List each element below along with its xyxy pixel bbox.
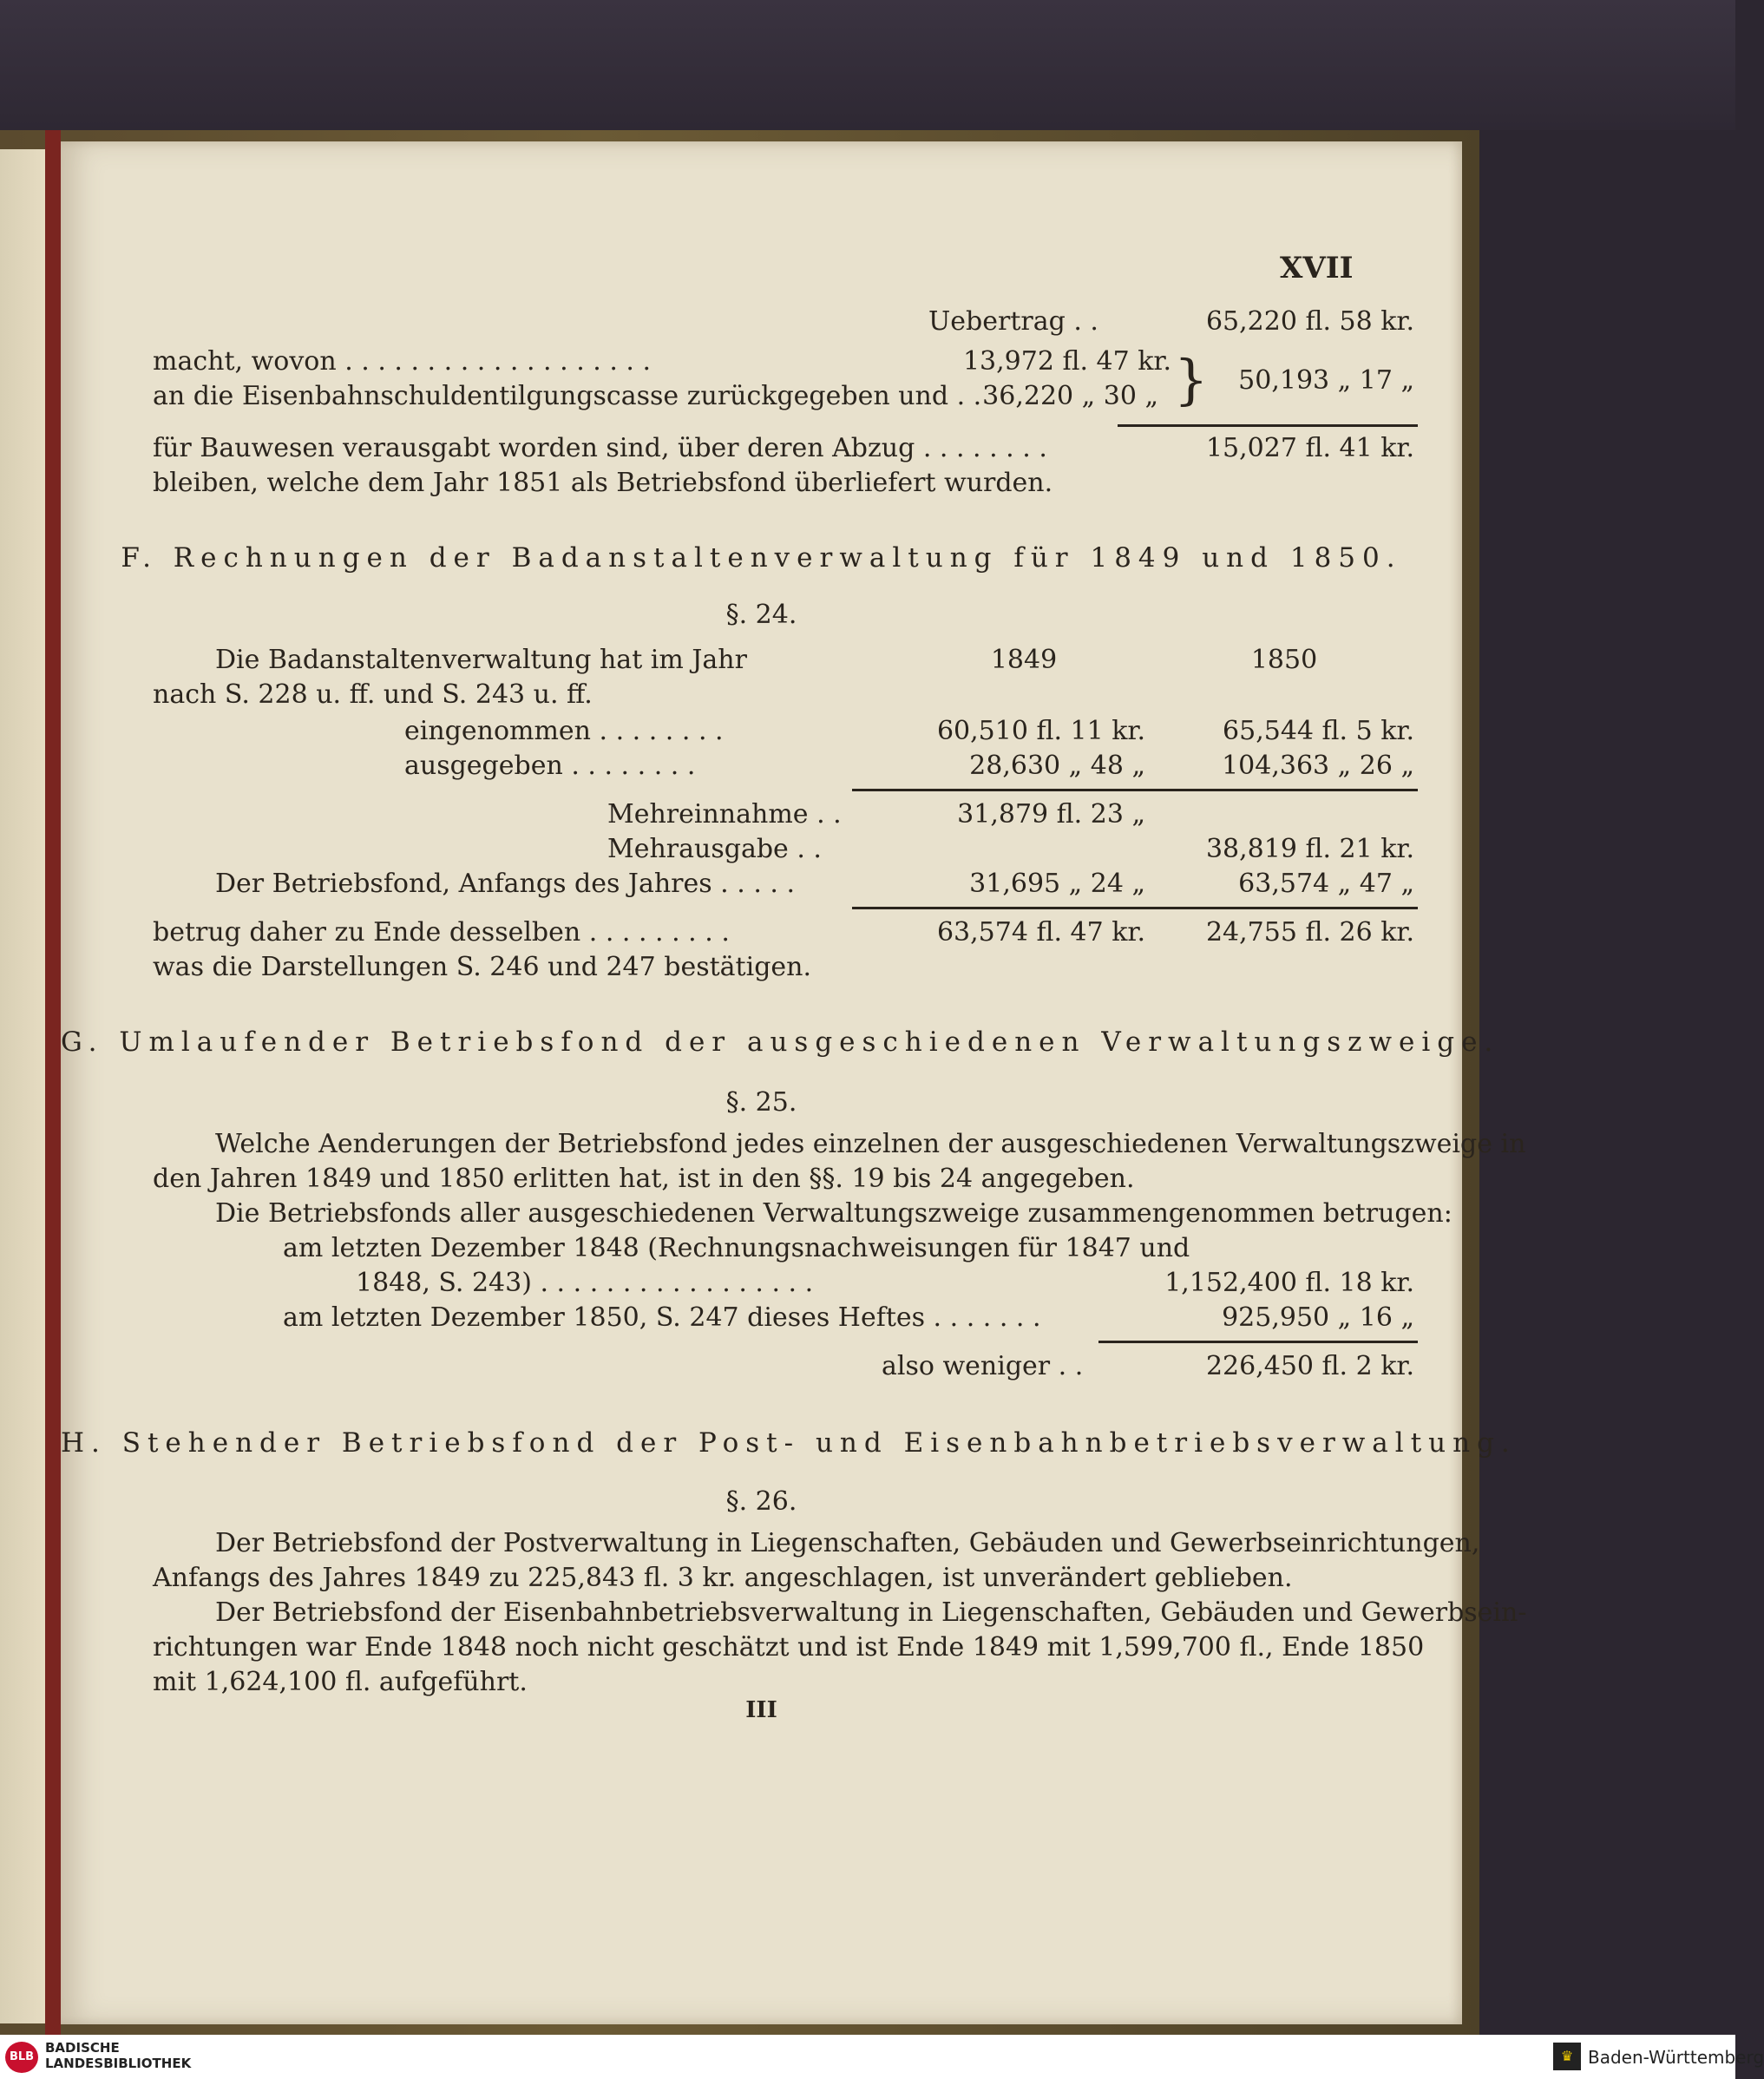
- row-eisenbahn-value: 36,220 „ 30 „: [982, 381, 1158, 411]
- row-bleiben-text: bleiben, welche dem Jahr 1851 als Betriebsfond überliefert wurden.: [153, 468, 1053, 498]
- row-mehreinnahme-label: Mehreinnahme . .: [607, 799, 842, 830]
- section-h-p1-line1: Der Betriebsfond der Postverwaltung in Liegenschaften, Gebäuden und Gewerbseinrichtungen,: [215, 1528, 1480, 1558]
- section-h-p2-line2: richtungen war Ende 1848 noch nicht geschätzt und ist Ende 1849 mit 1,599,700 fl., Ende 1850: [153, 1632, 1425, 1663]
- column-header-1849: 1849: [990, 645, 1058, 675]
- row-ende-label: betrug daher zu Ende desselben . . . . . . . . .: [153, 917, 730, 948]
- section-h-paragraph-number: §. 26.: [725, 1486, 797, 1517]
- section-h-p2-line3: mit 1,624,100 fl. aufgeführt.: [153, 1667, 528, 1697]
- section-h-heading: H. Stehender Betriebsfond der Post- und Eisenbahnbetriebsverwaltung.: [61, 1427, 1517, 1459]
- section-g-rule: [1098, 1341, 1418, 1343]
- row-weniger-value: 226,450 fl. 2 kr.: [1205, 1351, 1414, 1381]
- row-dez-1848-line2: 1848, S. 243) . . . . . . . . . . . . . . . . .: [356, 1268, 814, 1298]
- row-eisenbahn-label: an die Eisenbahnschuldentilgungscasse zurückgegeben und . .: [153, 381, 982, 411]
- row-ausgegeben-label: ausgegeben . . . . . . . .: [404, 751, 696, 781]
- uebertrag-value: 65,220 fl. 58 kr.: [1205, 306, 1414, 337]
- row-dez-1848-line1: am letzten Dezember 1848 (Rechnungsnachweisungen für 1847 und: [283, 1233, 1190, 1263]
- section-g-p1-line1: Welche Aenderungen der Betriebsfond jedes einzelnen der ausgeschiedenen Verwaltungszweige in: [215, 1129, 1526, 1159]
- section-h-p1-line2: Anfangs des Jahres 1849 zu 225,843 fl. 3 kr. angeschlagen, ist unverändert geblieben.: [153, 1563, 1293, 1593]
- brace-symbol: }: [1174, 348, 1209, 411]
- row-dez-1850-value: 925,950 „ 16 „: [1222, 1302, 1414, 1333]
- sum-rule: [1118, 424, 1418, 427]
- row-ausgegeben-1849: 28,630 „ 48 „: [969, 751, 1145, 781]
- left-page-edge: [0, 149, 48, 2023]
- row-eingenommen-1849: 60,510 fl. 11 kr.: [936, 716, 1145, 746]
- book-page: [61, 141, 1527, 2024]
- row-anfang-1850: 63,574 „ 47 „: [1238, 869, 1414, 899]
- section-g-p1-line2: den Jahren 1849 und 1850 erlitten hat, ist in den §§. 19 bis 24 angegeben.: [153, 1164, 1135, 1194]
- section-f-rule-1: [852, 789, 1418, 791]
- row-weniger-label: also weniger . .: [882, 1351, 1084, 1381]
- signature-mark: III: [745, 1697, 777, 1723]
- row-dez-1848-value: 1,152,400 fl. 18 kr.: [1164, 1268, 1414, 1298]
- row-bauwesen-value: 15,027 fl. 41 kr.: [1205, 433, 1414, 463]
- footer-bar: [0, 2035, 1764, 2079]
- uebertrag-label: Uebertrag . .: [928, 306, 1098, 337]
- library-name: BADISCHE LANDESBIBLIOTHEK: [45, 2040, 192, 2071]
- section-f-heading: F. Rechnungen der Badanstaltenverwaltung für 1849 und 1850.: [121, 542, 1402, 574]
- row-ende-1850: 24,755 fl. 26 kr.: [1205, 917, 1414, 948]
- section-f-intro-line2: nach S. 228 u. ff. und S. 243 u. ff.: [153, 679, 593, 710]
- background-top: [0, 0, 1735, 130]
- row-macht-value: 13,972 fl. 47 kr.: [962, 346, 1171, 377]
- row-macht-label: macht, wovon . . . . . . . . . . . . . . . . . . .: [153, 346, 652, 377]
- row-dez-1850-label: am letzten Dezember 1850, S. 247 dieses Heftes . . . . . . .: [283, 1302, 1041, 1333]
- row-mehrausgabe-label: Mehrausgabe . .: [607, 834, 822, 864]
- row-eingenommen-1850: 65,544 fl. 5 kr.: [1223, 716, 1414, 746]
- page-number: XVII: [1280, 251, 1354, 285]
- section-g-heading: G. Umlaufender Betriebsfond der ausgeschiedenen Verwaltungszweige.: [61, 1026, 1500, 1058]
- row-ausgegeben-1850: 104,363 „ 26 „: [1222, 751, 1414, 781]
- sum-value: 50,193 „ 17 „: [1238, 365, 1414, 396]
- row-anfang-label: Der Betriebsfond, Anfangs des Jahres . . . . .: [215, 869, 795, 899]
- section-f-paragraph-number: §. 24.: [725, 600, 797, 630]
- section-f-closing: was die Darstellungen S. 246 und 247 bestätigen.: [153, 952, 812, 982]
- section-h-p2-line1: Der Betriebsfond der Eisenbahnbetriebsverwaltung in Liegenschaften, Gebäuden und Gewerbsein-: [215, 1597, 1527, 1628]
- row-ende-1849: 63,574 fl. 47 kr.: [936, 917, 1145, 948]
- section-f-rule-2: [852, 907, 1418, 909]
- section-f-intro-line1: Die Badanstaltenverwaltung hat im Jahr: [215, 645, 747, 675]
- section-g-p2-line1: Die Betriebsfonds aller ausgeschiedenen Verwaltungszweige zusammengenommen betrugen:: [215, 1198, 1453, 1229]
- book-spine: [45, 130, 61, 2035]
- row-eingenommen-label: eingenommen . . . . . . . .: [404, 716, 724, 746]
- state-name: Baden-Württemberg: [1588, 2047, 1764, 2068]
- blb-logo-icon: BLB: [5, 2042, 38, 2073]
- row-mehreinnahme-1849: 31,879 fl. 23 „: [957, 799, 1145, 830]
- section-g-paragraph-number: §. 25.: [725, 1087, 797, 1118]
- row-anfang-1849: 31,695 „ 24 „: [969, 869, 1145, 899]
- baden-wuerttemberg-lion-icon: ♛: [1553, 2043, 1581, 2070]
- row-bauwesen-label: für Bauwesen verausgabt worden sind, über deren Abzug . . . . . . . .: [153, 433, 1047, 463]
- row-mehrausgabe-1850: 38,819 fl. 21 kr.: [1205, 834, 1414, 864]
- column-header-1850: 1850: [1250, 645, 1318, 675]
